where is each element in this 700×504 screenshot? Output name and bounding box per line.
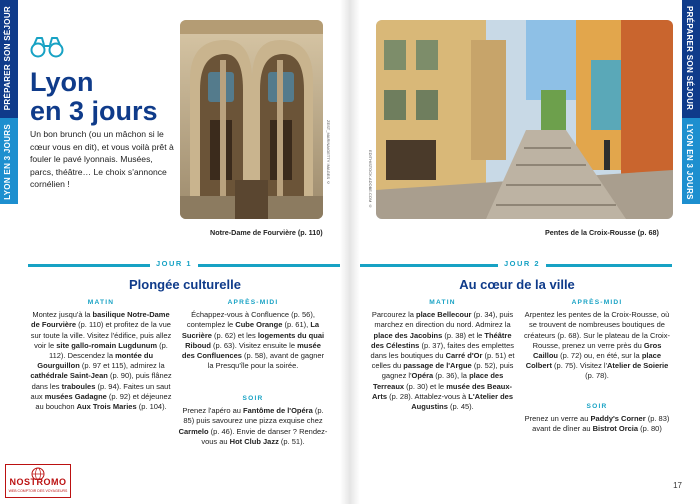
nostromo-logo: NOSTROMO WEB COMPTOIR DES VOYAGEURS bbox=[5, 464, 71, 498]
side-tab-lyon-left: LYON EN 3 JOURS bbox=[0, 118, 18, 204]
day2-afternoon: APRÈS-MIDI Arpentez les pentes de la Croix-Rousse, où se trouvent de nombreuses boutiques de créateurs (p. 68). Sur le plateau de la Croix-Rousse, prenez un verre près du Gros Caillou (p. 72) ou, en été, sur la place Colbert (p. 75). Visitez l'Atelier de Soierie (p. 78). bbox=[524, 299, 670, 381]
day2-title: Au cœur de la ville bbox=[459, 277, 575, 292]
photo-notre-dame-fourviere bbox=[180, 20, 323, 219]
day1-label: JOUR 1 bbox=[150, 259, 198, 268]
photo-credit-left: ZEST_MARINA/GETTY IMAGES © bbox=[326, 120, 331, 186]
day1-evening: SOIR Prenez l'apéro au Fantôme de l'Opéra (p. 85) puis savourez une pizza exquise chez Carmelo (p. 46). Envie de danser ? Rendez-vous au Hot Club Jazz (p. 51). bbox=[178, 395, 328, 446]
day2-label: JOUR 2 bbox=[498, 259, 546, 268]
day1-title: Plongée culturelle bbox=[129, 277, 241, 292]
book-gutter bbox=[340, 0, 360, 504]
page-title: Lyon en 3 jours bbox=[30, 67, 158, 126]
side-tab-prepare-right: PRÉPARER SON SÉJOUR bbox=[682, 0, 700, 118]
side-tab-lyon-right: LYON EN 3 JOURS bbox=[682, 118, 700, 204]
day2-evening: SOIR Prenez un verre au Paddy's Corner (p. 83) avant de dîner au Bistrot Orcia (p. 80) bbox=[524, 403, 670, 434]
day1-morning: MATIN Montez jusqu'à la basilique Notre-Dame de Fourvière (p. 110) et profitez de la vue sur toute la ville. Visitez l'édifice, puis allez voir le site gallo-romain Lugdunum (p. 112). Descendez la montée du Gourguillon (p. 97 et 115), admirez la cathédrale Saint-Jean (p. 90), puis flânez dans les traboules (p. 94). Faites un saut aux musées Gadagne (p. 92) et déjeunez au bouchon Aux Trois Maries (p. 104). bbox=[30, 299, 172, 412]
photo-credit-right: EDITH/STOCK.ADOBE.COM © bbox=[368, 150, 373, 209]
side-tab-prepare-left: PRÉPARER SON SÉJOUR bbox=[0, 0, 18, 118]
photo-pentes-croix-rousse bbox=[376, 20, 673, 219]
day1-afternoon: APRÈS-MIDI Échappez-vous à Confluence (p. 56), contemplez le Cube Orange (p. 61), La Sucrière (p. 62) et les logements du quai Riboud (p. 63). Visitez ensuite le musée des Confluences (p. 58), avant de gagner la Presqu'île pour la soirée. bbox=[181, 299, 325, 371]
day2-morning: MATIN Parcourez la place Bellecour (p. 34), puis marchez en direction du nord. Admirez la place des Jacobins (p. 38) et le Théâtre des Célestins (p. 37), faites des emplettes dans les boutiques du Carré d'Or (p. 51) et celles du passage de l'Argue (p. 52), puis gagnez l'Opéra (p. 36), la place des Terreaux (p. 30) et le musée des Beaux-Arts (p. 28). Attablez-vous à L'Atelier des Augustins (p. 45). bbox=[370, 299, 515, 412]
intro-paragraph: Un bon brunch (ou un mâchon si le cœur vous en dit), et vous voilà prêt à fouler le pavé lyonnais. Musées, parcs, théâtre… Le choix s'annonce cornélien ! bbox=[30, 129, 174, 189]
caption-left: Notre-Dame de Fourvière (p. 110) bbox=[210, 228, 323, 237]
page-number: 17 bbox=[673, 481, 682, 490]
binoculars-icon bbox=[30, 36, 64, 58]
caption-right: Pentes de la Croix-Rousse (p. 68) bbox=[545, 228, 659, 237]
